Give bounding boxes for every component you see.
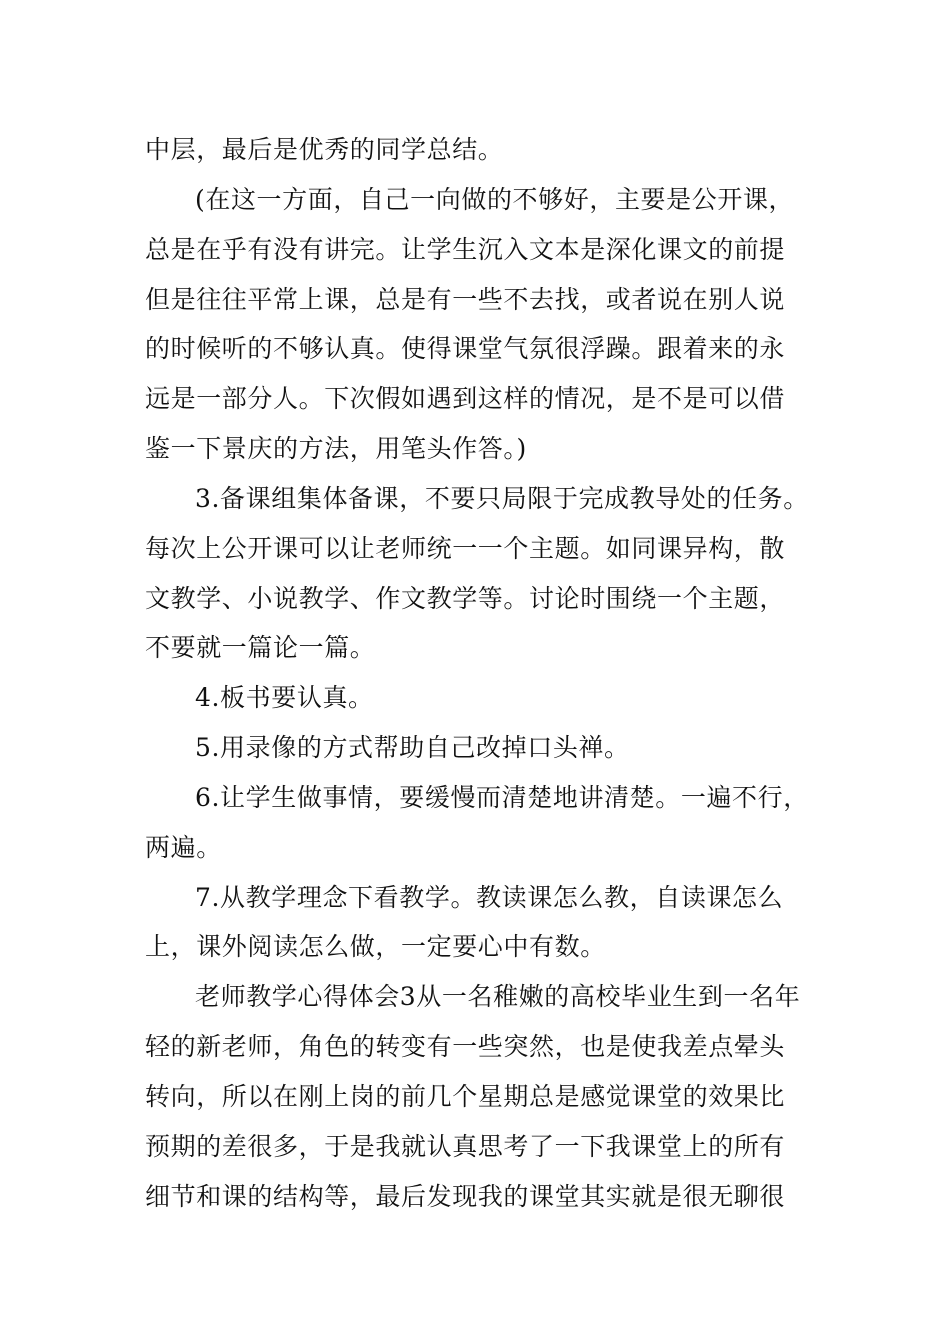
text-line: 老师教学心得体会3从一名稚嫩的高校毕业生到一名年 — [195, 982, 801, 1011]
text-line: (在这一方面，自己一向做的不够好，主要是公开课， — [195, 185, 795, 214]
text-line: 3.备课组集体备课，不要只局限于完成教导处的任务。 — [195, 484, 809, 513]
text-line: 预期的差很多，于是我就认真思考了一下我课堂上的所有 — [145, 1132, 786, 1161]
text-line: 5.用录像的方式帮助自己改掉口头禅。 — [195, 733, 630, 762]
text-line: 每次上公开课可以让老师统一一个主题。如同课异构，散 — [145, 534, 786, 563]
text-line: 轻的新老师，角色的转变有一些突然，也是使我差点晕头 — [145, 1032, 786, 1061]
text-line: 细节和课的结构等，最后发现我的课堂其实就是很无聊很 — [145, 1182, 786, 1211]
text-line: 的时候听的不够认真。使得课堂气氛很浮躁。跟着来的永 — [145, 334, 786, 363]
text-line: 转向，所以在刚上岗的前几个星期总是感觉课堂的效果比 — [145, 1082, 786, 1111]
text-line: 总是在乎有没有讲完。让学生沉入文本是深化课文的前提 — [145, 235, 786, 264]
text-line: 文教学、小说教学、作文教学等。讨论时围绕一个主题， — [145, 584, 786, 613]
text-line: 不要就一篇论一篇。 — [145, 633, 376, 662]
text-line: 鉴一下景庆的方法，用笔头作答。) — [145, 434, 527, 463]
text-line: 但是往往平常上课，总是有一些不去找，或者说在别人说 — [145, 285, 786, 314]
text-line: 4.板书要认真。 — [195, 683, 374, 712]
text-line: 上，课外阅读怎么做，一定要心中有数。 — [145, 932, 606, 961]
text-line: 中层，最后是优秀的同学总结。 — [145, 135, 504, 164]
text-line: 6.让学生做事情，要缓慢而清楚地讲清楚。一遍不行， — [195, 783, 809, 812]
text-line: 远是一部分人。下次假如遇到这样的情况，是不是可以借 — [145, 384, 786, 413]
text-line: 7.从教学理念下看教学。教读课怎么教，自读课怎么 — [195, 883, 784, 912]
text-line: 两遍。 — [145, 833, 222, 862]
